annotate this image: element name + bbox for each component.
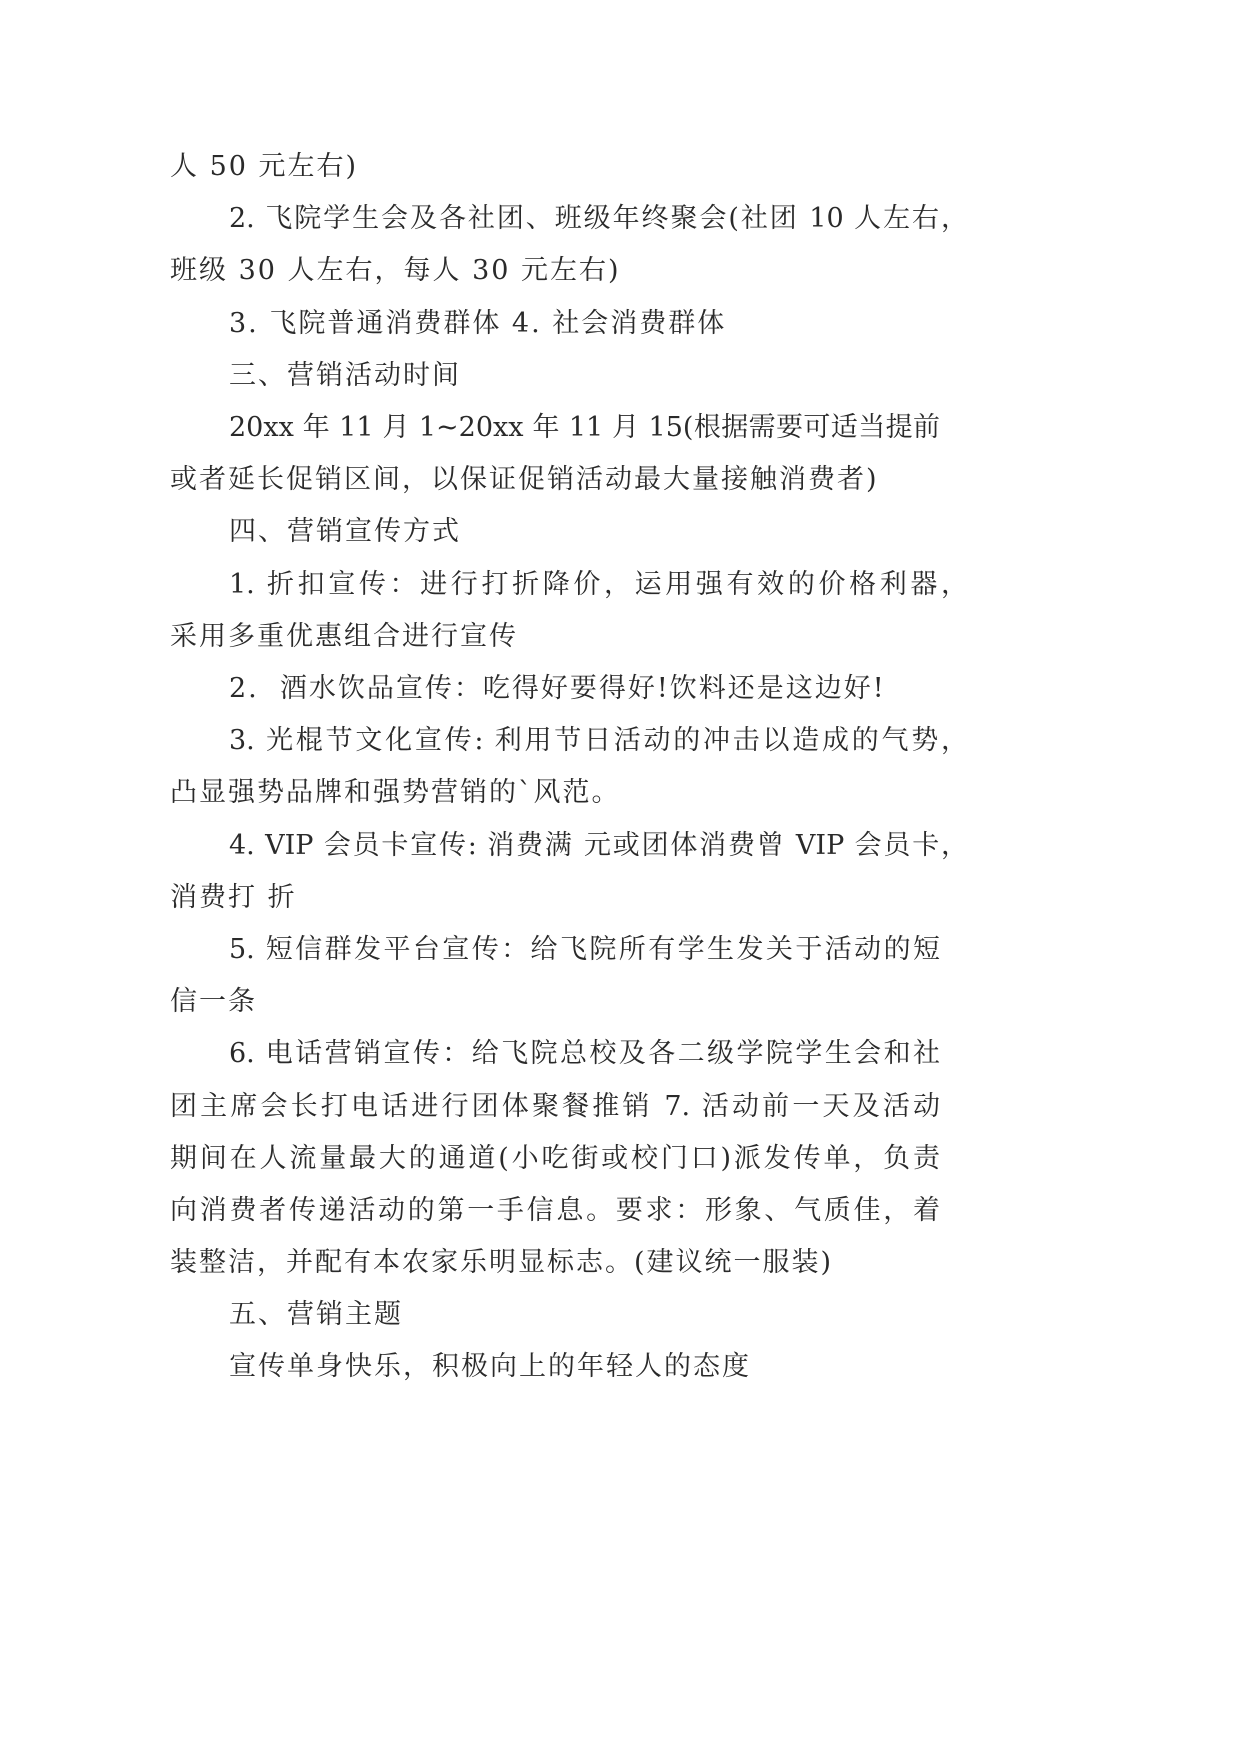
text-line: 装整洁，并配有本农家乐明显标志。(建议统一服装) — [170, 1247, 834, 1278]
text-line: 1. 折扣宣传：进行打折降价，运用强有效的价格利器， — [229, 569, 968, 600]
text-line: 4. VIP 会员卡宣传: 消费满 元或团体消费曾 VIP 会员卡， — [229, 830, 968, 861]
text-line: 或者延长促销区间，以保证促销活动最大量接触消费者) — [170, 464, 879, 495]
text-line: 采用多重优惠组合进行宣传 — [170, 621, 518, 652]
section-heading: 四、营销宣传方式 — [229, 516, 461, 547]
section-heading: 五、营销主题 — [229, 1299, 403, 1330]
text-line: 向消费者传递活动的第一手信息。要求：形象、气质佳，着 — [170, 1195, 940, 1226]
text-line: 人 50 元左右) — [170, 151, 359, 182]
text-line: 20xx 年 11 月 1~20xx 年 11 月 15(根据需要可适当提前 — [229, 412, 940, 443]
text-line: 3. 光棍节文化宣传: 利用节日活动的冲击以造成的气势， — [229, 725, 968, 756]
section-heading: 三、营销活动时间 — [229, 360, 461, 391]
text-line: 凸显强势品牌和强势营销的`风范。 — [170, 777, 621, 808]
text-line: 3. 飞院普通消费群体 4. 社会消费群体 — [229, 308, 727, 339]
text-line: 5. 短信群发平台宣传：给飞院所有学生发关于活动的短 — [229, 934, 940, 965]
text-line: 期间在人流量最大的通道(小吃街或校门口)派发传单，负责 — [170, 1143, 940, 1174]
text-line: 团主席会长打电话进行团体聚餐推销 7. 活动前一天及活动 — [170, 1091, 940, 1122]
text-line: 2. 酒水饮品宣传：吃得好要得好!饮料还是这边好! — [229, 673, 886, 704]
text-line: 消费打 折 — [170, 882, 297, 913]
text-line: 2. 飞院学生会及各社团、班级年终聚会(社团 10 人左右， — [229, 203, 968, 234]
text-line: 6. 电话营销宣传：给飞院总校及各二级学院学生会和社 — [229, 1038, 940, 1069]
text-line: 信一条 — [170, 986, 257, 1017]
text-line: 班级 30 人左右，每人 30 元左右) — [170, 255, 621, 286]
text-line: 宣传单身快乐，积极向上的年轻人的态度 — [229, 1351, 751, 1382]
